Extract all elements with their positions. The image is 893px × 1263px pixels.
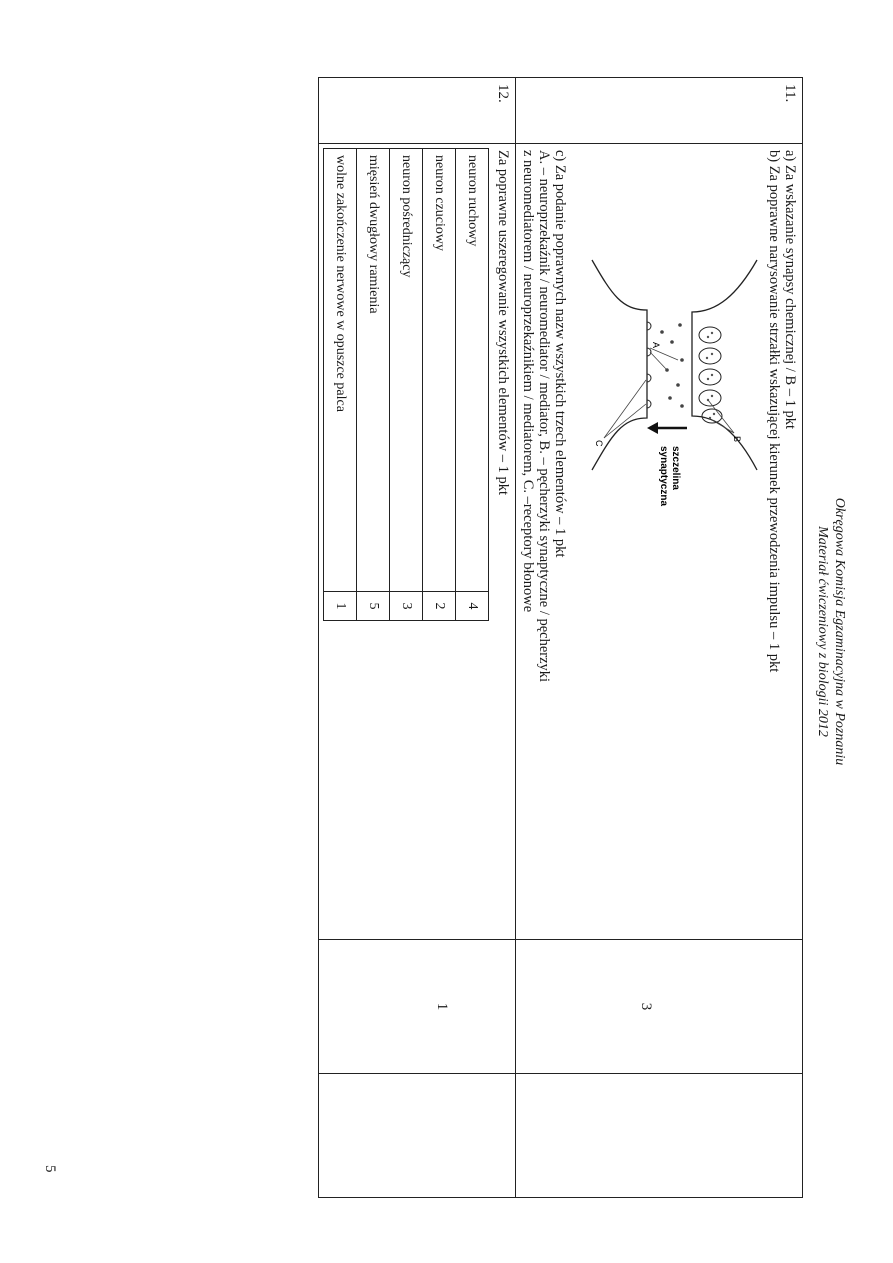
task-points: 3 <box>638 1002 654 1011</box>
task-number-cell <box>516 78 803 144</box>
synapse-diagram <box>572 220 762 520</box>
postsynaptic-membrane <box>592 260 647 470</box>
answer-key-table <box>318 77 803 1198</box>
task-row-12 <box>319 78 516 1198</box>
task-content-cell <box>516 144 803 940</box>
synapse-drawing <box>572 220 762 520</box>
order-item-name: wolne zakończenie nerwowe w opuszce palca <box>324 149 357 592</box>
label-lines <box>604 348 734 438</box>
criterion-c-answer-2: z neuromediatorem / neuroprzekaźnikiem / mediatorem, C. –receptory błonowe <box>520 150 536 613</box>
notes-cell <box>319 1074 516 1198</box>
task-row-11 <box>516 78 803 1198</box>
order-item-name: neuron czuciowy <box>423 149 456 592</box>
presynaptic-membrane <box>692 260 757 470</box>
table-row <box>390 149 423 621</box>
synaptic-vesicles <box>699 327 722 423</box>
task-points: 1 <box>434 1002 450 1011</box>
order-item-name: neuron pośredniczący <box>390 149 423 592</box>
points-cell <box>516 940 803 1074</box>
criterion-b: b) Za poprawne narysowanie strzałki wskazującej kierunek przewodzenia impulsu – 1 pkt <box>766 150 782 673</box>
criterion-order: Za poprawne uszeregowanie wszystkich elementów – 1 pkt <box>495 150 511 496</box>
points-cell <box>319 940 516 1074</box>
page-header <box>814 0 848 1263</box>
header-line-2: Materiał ćwiczeniowy z biologii 2012 <box>815 526 830 737</box>
order-item-value: 4 <box>456 592 489 621</box>
order-item-value: 5 <box>357 592 390 621</box>
impulse-arrow-head <box>647 422 658 434</box>
order-item-value: 3 <box>390 592 423 621</box>
label-c: C <box>594 440 604 447</box>
criterion-c-answer-1: A. – neuroprzekaźnik / neuromediator / mediator, B. – pęcherzyki synaptyczne / pęcherzyki <box>536 150 552 683</box>
neurotransmitter-dots <box>660 323 684 408</box>
task-content-cell <box>319 144 516 940</box>
order-item-value: 1 <box>324 592 357 621</box>
header-line-1: Okręgowa Komisja Egzaminacyjna w Poznaniu <box>832 497 847 766</box>
order-item-name: neuron ruchowy <box>456 149 489 592</box>
task-number-cell <box>319 78 516 144</box>
table-row <box>456 149 489 621</box>
table-row <box>324 149 357 621</box>
cleft-label-line-2: synaptyczna <box>658 446 669 507</box>
table-row <box>357 149 390 621</box>
order-item-name: mięsień dwugłowy ramienia <box>357 149 390 592</box>
table-row <box>423 149 456 621</box>
criterion-a: a) Za wskazanie synapsy chemicznej / B – 1 pkt <box>782 150 798 430</box>
order-table <box>323 148 489 621</box>
notes-cell <box>516 1074 803 1198</box>
page-number: 5 <box>42 1165 58 1173</box>
label-a: A <box>651 342 661 349</box>
label-b: B <box>732 436 742 443</box>
criterion-c: c) Za podanie poprawnych nazw wszystkich trzech elementów – 1 pkt <box>552 150 568 558</box>
task-number: 11. <box>782 84 798 103</box>
order-item-value: 2 <box>423 592 456 621</box>
cleft-label-line-1: szczelina <box>670 446 681 490</box>
task-number: 12. <box>495 84 511 103</box>
